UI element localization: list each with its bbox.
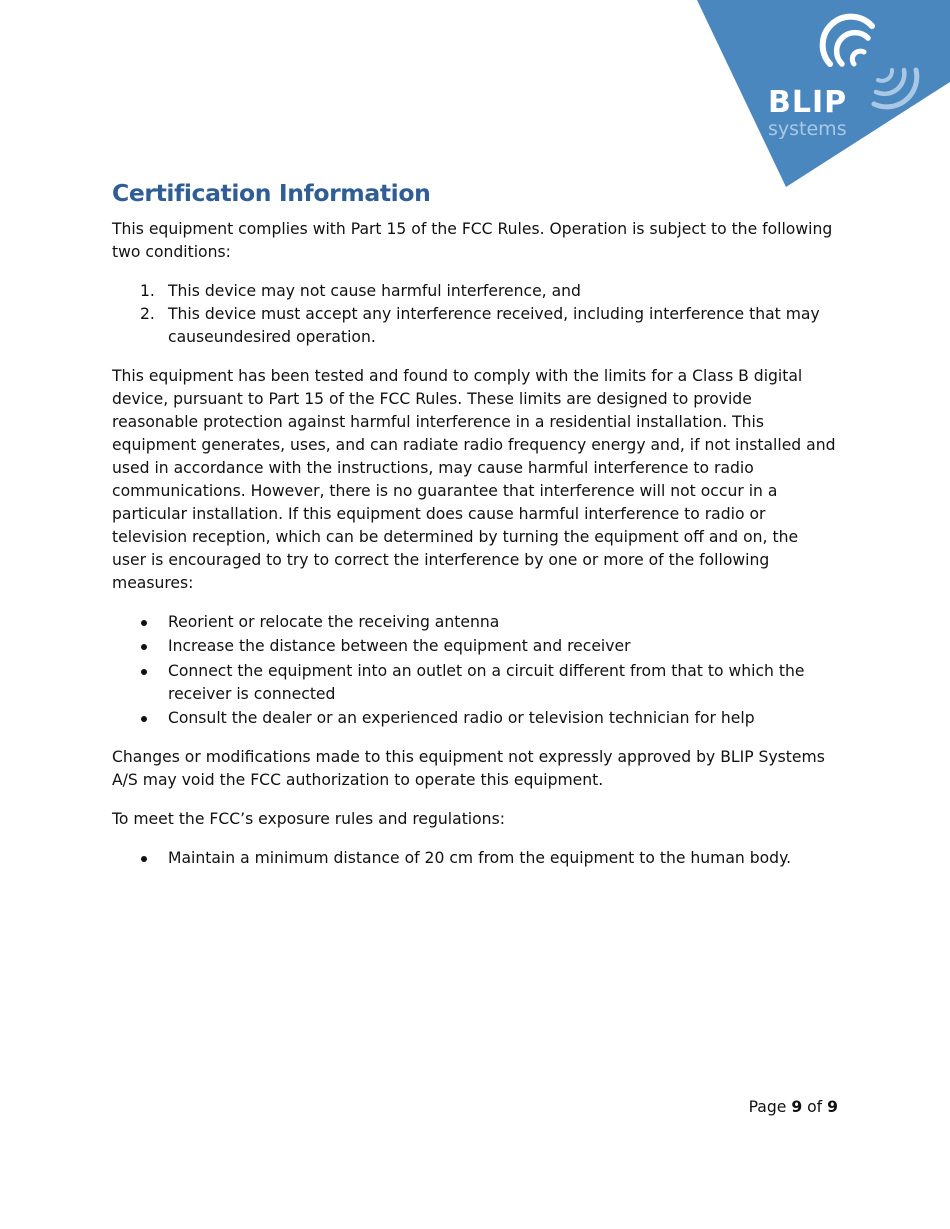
total-pages-number: 9 bbox=[827, 1098, 838, 1116]
exposure-intro: To meet the FCC’s exposure rules and regulations: bbox=[112, 810, 505, 829]
measure-item bbox=[112, 635, 836, 658]
of-word: of bbox=[807, 1098, 823, 1116]
exposure-text: Maintain a minimum distance of 20 cm from the equipment to the human body. bbox=[168, 849, 792, 868]
measure-text: Connect the equipment into an outlet on a circuit different from that to which the receiver is connected bbox=[168, 661, 805, 703]
page-title: Certification Information bbox=[112, 179, 431, 207]
measure-text: Consult the dealer or an experienced radio or television technician for help bbox=[168, 709, 755, 728]
document-body bbox=[112, 176, 836, 886]
page-word: Page bbox=[748, 1098, 787, 1116]
logo-subtitle: systems bbox=[768, 118, 847, 140]
class-b-paragraph: This equipment has been tested and found to comply with the limits for a Class B digital device, pursuant to Part 15 of the FCC Rules. These limits are designed to provide reasonable protection against harmful interference in a residential installation. This equipment generates, uses, and can radiate radio frequency energy and, if not installed and used in accordance with the instructions, may cause harmful interference to radio communications. However, there is no guarantee that interference will not occur in a particular installation. If this equipment does cause harmful interference to radio or television reception, which can be determined by turning the equipment off and on, the user is encouraged to try to correct the interference by one or more of the following measures: bbox=[112, 367, 836, 592]
conditions-list bbox=[112, 280, 836, 349]
bullet-icon bbox=[141, 856, 147, 862]
bullet-icon bbox=[141, 716, 147, 722]
bullet-icon bbox=[141, 644, 147, 650]
current-page-number: 9 bbox=[791, 1098, 803, 1116]
measure-item bbox=[112, 611, 836, 634]
exposure-list bbox=[112, 847, 836, 870]
blip-systems-logo bbox=[696, 0, 950, 190]
modifications-paragraph: Changes or modifications made to this equipment not expressly approved by BLIP Systems A/S may void the FCC authorization to operate this equipment. bbox=[112, 748, 825, 790]
measure-item bbox=[112, 660, 836, 706]
condition-item bbox=[112, 280, 836, 303]
bullet-icon bbox=[141, 620, 147, 626]
condition-item bbox=[112, 303, 836, 349]
condition-text: This device may not cause harmful interference, and bbox=[168, 282, 581, 300]
page-footer bbox=[749, 1096, 838, 1119]
condition-text: This device must accept any interference received, including interference that may causeundesired operation. bbox=[168, 305, 820, 346]
list-number: 2. bbox=[140, 305, 155, 323]
measure-text: Reorient or relocate the receiving antenna bbox=[168, 613, 500, 631]
logo-wordmark: BLIP bbox=[768, 85, 848, 120]
intro-paragraph: This equipment complies with Part 15 of the FCC Rules. Operation is subject to the following two conditions: bbox=[112, 220, 833, 261]
measure-item bbox=[112, 707, 836, 730]
bullet-icon bbox=[141, 669, 147, 675]
exposure-item bbox=[112, 847, 836, 870]
measure-text: Increase the distance between the equipment and receiver bbox=[168, 637, 631, 656]
list-number: 1. bbox=[140, 282, 155, 300]
measures-list bbox=[112, 611, 836, 730]
